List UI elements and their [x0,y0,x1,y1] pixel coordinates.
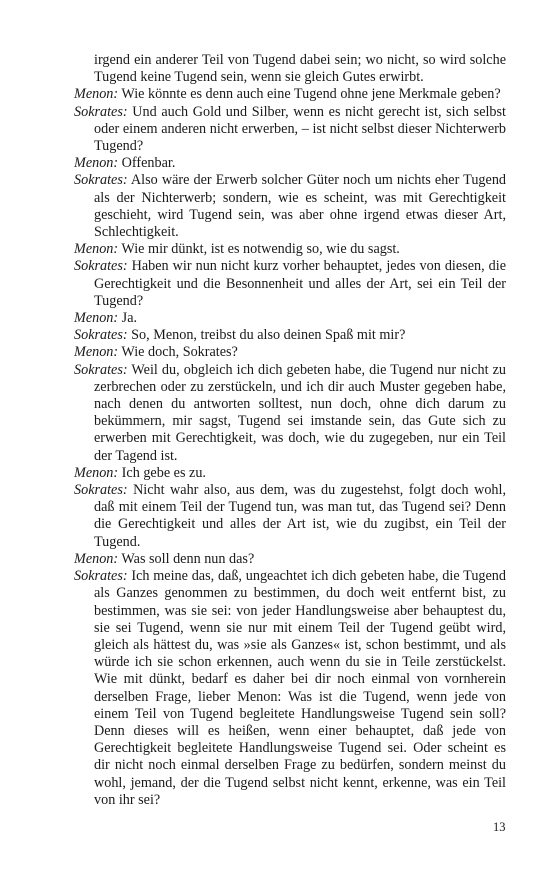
speaker-name: Menon: [74,241,119,258]
dialogue-text: Offenbar. [121,155,176,172]
dialogue-text: Weil du, obgleich ich dich gebeten habe, die Tugend nur nicht zu zerbrechen oder zu zerstückeln, und ich dir auch Muster gegeben habe, nach denen du antworten solltest, nun doch, ohne dich darum zu bekümmern, mir sagst, Tugend sei imstande sein, das Gute sich zu erwerben mit Gerechtigkeit, was doch, wie du zugegeben, nur ein Teil der Tagend ist. [94,361,507,464]
dialogue-text: Also wäre der Erwerb solcher Güter noch um nichts eher Tugend als der Nichterwerb; sondern, wie es scheint, was mit Gerechtigkeit geschieht, wird Tugend sein, was aber ohne irgend etwas dieser Art, Schlechtigkeit. [94,172,507,241]
page-number: 13 [493,820,506,834]
dialogue-line [74,258,506,310]
speaker-name: Menon: [74,310,119,327]
page-text [74,52,506,809]
dialogue-line [74,104,506,156]
speaker-name: Sokrates: [74,103,128,120]
dialogue-line [74,172,506,241]
dialogue-text: Haben wir nun nicht kurz vorher behauptet, jedes von diesen, die Gerechtigkeit und die Besonnenheit und alles der Art, sei ein Teil der Tugend? [94,258,506,309]
dialogue-line [74,465,506,482]
dialogue-text: Wie könnte es denn auch eine Tugend ohne jene Merkmale geben? [121,86,501,103]
dialogue-text: Wie mir dünkt, ist es notwendig so, wie du sagst. [121,241,400,258]
speaker-name: Sokrates: [74,568,128,585]
dialogue-line [74,482,506,551]
dialogue-line [74,155,506,172]
dialogue-line [74,362,506,465]
dialogue-text: Ich meine das, daß, ungeachtet ich dich gebeten habe, die Tugend als Ganzes genommen zu bestimmen, du doch weit entfernt bist, zu bestimmen, was sie sei: von jeder Handlungsweise aber behauptest du, sie sei Tugend, wenn sie nur mit einem Teil der Tugend geübt wird, gleich als hättest du, was »sie als Ganzes« ist, schon bestimmt, und als würde ich sie schon erkennen, auch wenn du sie in Teile zerstückelst. Wie mit dünkt, bedarf es daher bei dir noch einmal von vornherein derselben Frage, lieber Menon: Was ist die Tugend, wenn jede von einem Teil von Tugend begleitete Handlungsweise Tugend sein soll? Denn dieses will es heißen, wenn einer behauptet, daß jede von Gerechtigkeit begleitete Handlungsweise Tugend sei. Oder scheint es dir nicht noch einmal derselben Frage zu bedürfen, sondern meinst du wohl, jemand, der die Tugend selbst nicht kennt, erkenne, was ein Teil von ihr sei? [94,568,506,808]
dialogue-text: So, Menon, treibst du also deinen Spaß mit mir? [131,327,406,344]
speaker-name: Sokrates: [74,172,128,189]
dialogue-text: irgend ein anderer Teil von Tugend dabei sein; wo nicht, so wird solche Tugend keine Tugend sein, wenn sie gleich Gutes erwirbt. [94,52,506,86]
dialogue-line [74,241,506,258]
dialogue-line [74,310,506,327]
dialogue-line [74,568,506,809]
dialogue-line [74,344,506,361]
speaker-name: Sokrates: [74,361,128,378]
speaker-name: Menon: [74,550,119,567]
dialogue-text: Ich gebe es zu. [121,464,206,481]
speaker-name: Menon: [74,344,119,361]
speaker-name: Menon: [74,155,119,172]
dialogue-text: Wie doch, Sokrates? [121,344,238,361]
dialogue-text: Nicht wahr also, aus dem, was du zugestehst, folgt doch wohl, daß mit einem Teil der Tugend tun, was man tut, das Tugend sei? Denn die Gerechtigkeit und alles der Art ist, wie du zugibst, ein Teil der Tugend. [94,482,506,550]
dialogue-line [74,551,506,568]
dialogue-text: Und auch Gold und Silber, wenn es nicht gerecht ist, sich selbst oder einem anderen nicht erwerben, – ist nicht selbst dieser Nichterwerb Tugend? [94,103,506,155]
speaker-name: Menon: [74,464,119,481]
dialogue-line [74,86,506,103]
dialogue-line [74,327,506,344]
dialogue-text: Ja. [121,310,138,327]
dialogue-line [74,52,506,86]
speaker-name: Menon: [74,86,119,103]
dialogue-text: Was soll denn nun das? [121,550,255,567]
speaker-name: Sokrates: [74,258,128,275]
speaker-name: Sokrates: [74,482,128,499]
speaker-name: Sokrates: [74,327,128,344]
